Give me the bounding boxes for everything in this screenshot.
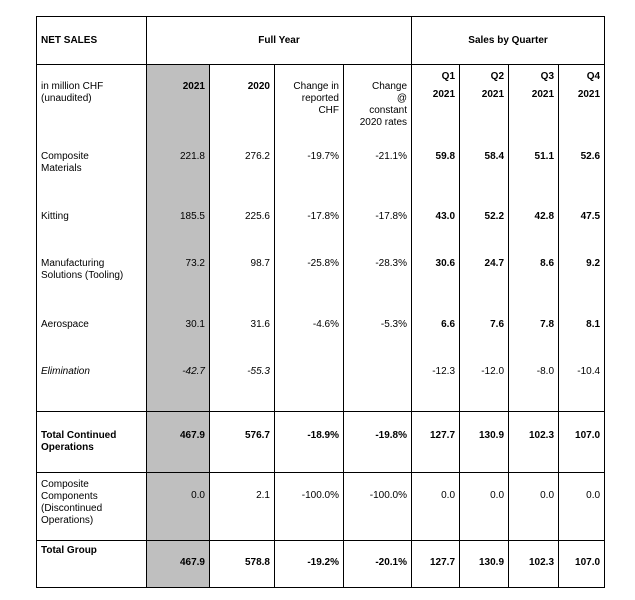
sales-by-quarter-header: Sales by Quarter: [412, 17, 605, 65]
cell-q4: 52.6: [559, 151, 605, 211]
cell-change-constant: [344, 366, 412, 412]
cell-q1: 127.7: [412, 412, 460, 473]
row-label: Manufacturing Solutions (Tooling): [37, 258, 147, 319]
table-row-discontinued: [37, 473, 605, 541]
cell-q1: -12.3: [412, 366, 460, 412]
cell-q2: 24.7: [460, 258, 509, 319]
row-label: Kitting: [37, 211, 147, 258]
net-sales-title: NET SALES: [37, 17, 147, 65]
cell-change-constant: -20.1%: [344, 541, 412, 588]
cell-q3: 7.8: [509, 319, 559, 366]
cell-2020: -55.3: [210, 366, 275, 412]
cell-q1: 43.0: [412, 211, 460, 258]
cell-change-reported: -100.0%: [275, 473, 344, 541]
cell-2020: 31.6: [210, 319, 275, 366]
cell-q3: 102.3: [509, 412, 559, 473]
cell-q3: 102.3: [509, 541, 559, 588]
cell-q4: 107.0: [559, 541, 605, 588]
col-header-2021: 2021: [147, 65, 210, 151]
table-row-total-continued: [37, 412, 605, 473]
net-sales-table-container: [36, 16, 604, 588]
cell-change-constant: -21.1%: [344, 151, 412, 211]
cell-q3: 0.0: [509, 473, 559, 541]
row-label: Composite Components (Discontinued Operations): [37, 473, 147, 541]
cell-q1: 0.0: [412, 473, 460, 541]
row-label: Total Continued Operations: [37, 412, 147, 473]
units-line-2: (unaudited): [41, 93, 92, 104]
cell-change-reported: -17.8%: [275, 211, 344, 258]
table-row-composite-materials: [37, 151, 605, 211]
table-row-elimination: [37, 366, 605, 412]
cell-change-constant: -17.8%: [344, 211, 412, 258]
table-row-aerospace: [37, 319, 605, 366]
cell-q2: 130.9: [460, 541, 509, 588]
col-header-q1: Q1 2021: [412, 65, 460, 151]
cell-q3: 8.6: [509, 258, 559, 319]
cell-2020: 276.2: [210, 151, 275, 211]
table-row-manufacturing-solutions: [37, 258, 605, 319]
cell-change-constant: -28.3%: [344, 258, 412, 319]
cell-q3: -8.0: [509, 366, 559, 412]
header-row-columns: [37, 65, 605, 151]
cell-q1: 6.6: [412, 319, 460, 366]
table-row-total-group: [37, 541, 605, 588]
cell-2020: 576.7: [210, 412, 275, 473]
cell-2021: 73.2: [147, 258, 210, 319]
cell-q2: 52.2: [460, 211, 509, 258]
col-header-q2: Q2 2021: [460, 65, 509, 151]
cell-2021: 467.9: [147, 541, 210, 588]
cell-change-reported: -19.7%: [275, 151, 344, 211]
col-header-change-constant: Change @ constant 2020 rates: [344, 65, 412, 151]
cell-q4: 8.1: [559, 319, 605, 366]
table-row-kitting: [37, 211, 605, 258]
header-row-top: [37, 17, 605, 65]
cell-2021: 30.1: [147, 319, 210, 366]
cell-change-constant: -5.3%: [344, 319, 412, 366]
cell-q4: 107.0: [559, 412, 605, 473]
net-sales-table: [36, 16, 605, 588]
cell-q2: 58.4: [460, 151, 509, 211]
cell-2020: 98.7: [210, 258, 275, 319]
units-line-1: in million CHF: [41, 81, 104, 92]
cell-change-reported: [275, 366, 344, 412]
cell-2021: -42.7: [147, 366, 210, 412]
row-label: Aerospace: [37, 319, 147, 366]
row-label: Composite Materials: [37, 151, 147, 211]
cell-2021: 185.5: [147, 211, 210, 258]
cell-change-reported: -4.6%: [275, 319, 344, 366]
cell-q2: 130.9: [460, 412, 509, 473]
cell-q2: 7.6: [460, 319, 509, 366]
cell-2021: 221.8: [147, 151, 210, 211]
col-header-change-reported: Change in reported CHF: [275, 65, 344, 151]
cell-q3: 42.8: [509, 211, 559, 258]
cell-q1: 127.7: [412, 541, 460, 588]
full-year-header: Full Year: [147, 17, 412, 65]
cell-q1: 59.8: [412, 151, 460, 211]
cell-q3: 51.1: [509, 151, 559, 211]
cell-change-constant: -100.0%: [344, 473, 412, 541]
cell-change-reported: -18.9%: [275, 412, 344, 473]
col-header-q4: Q4 2021: [559, 65, 605, 151]
cell-change-reported: -25.8%: [275, 258, 344, 319]
cell-2020: 2.1: [210, 473, 275, 541]
cell-q4: -10.4: [559, 366, 605, 412]
cell-change-constant: -19.8%: [344, 412, 412, 473]
col-header-2020: 2020: [210, 65, 275, 151]
cell-q4: 0.0: [559, 473, 605, 541]
cell-q4: 47.5: [559, 211, 605, 258]
row-label: Total Group: [37, 541, 147, 588]
cell-change-reported: -19.2%: [275, 541, 344, 588]
cell-q2: 0.0: [460, 473, 509, 541]
row-label: Elimination: [37, 366, 147, 412]
col-header-q3: Q3 2021: [509, 65, 559, 151]
cell-2020: 225.6: [210, 211, 275, 258]
cell-q2: -12.0: [460, 366, 509, 412]
cell-2020: 578.8: [210, 541, 275, 588]
units-label: [37, 65, 147, 151]
cell-q4: 9.2: [559, 258, 605, 319]
cell-2021: 0.0: [147, 473, 210, 541]
cell-2021: 467.9: [147, 412, 210, 473]
cell-q1: 30.6: [412, 258, 460, 319]
